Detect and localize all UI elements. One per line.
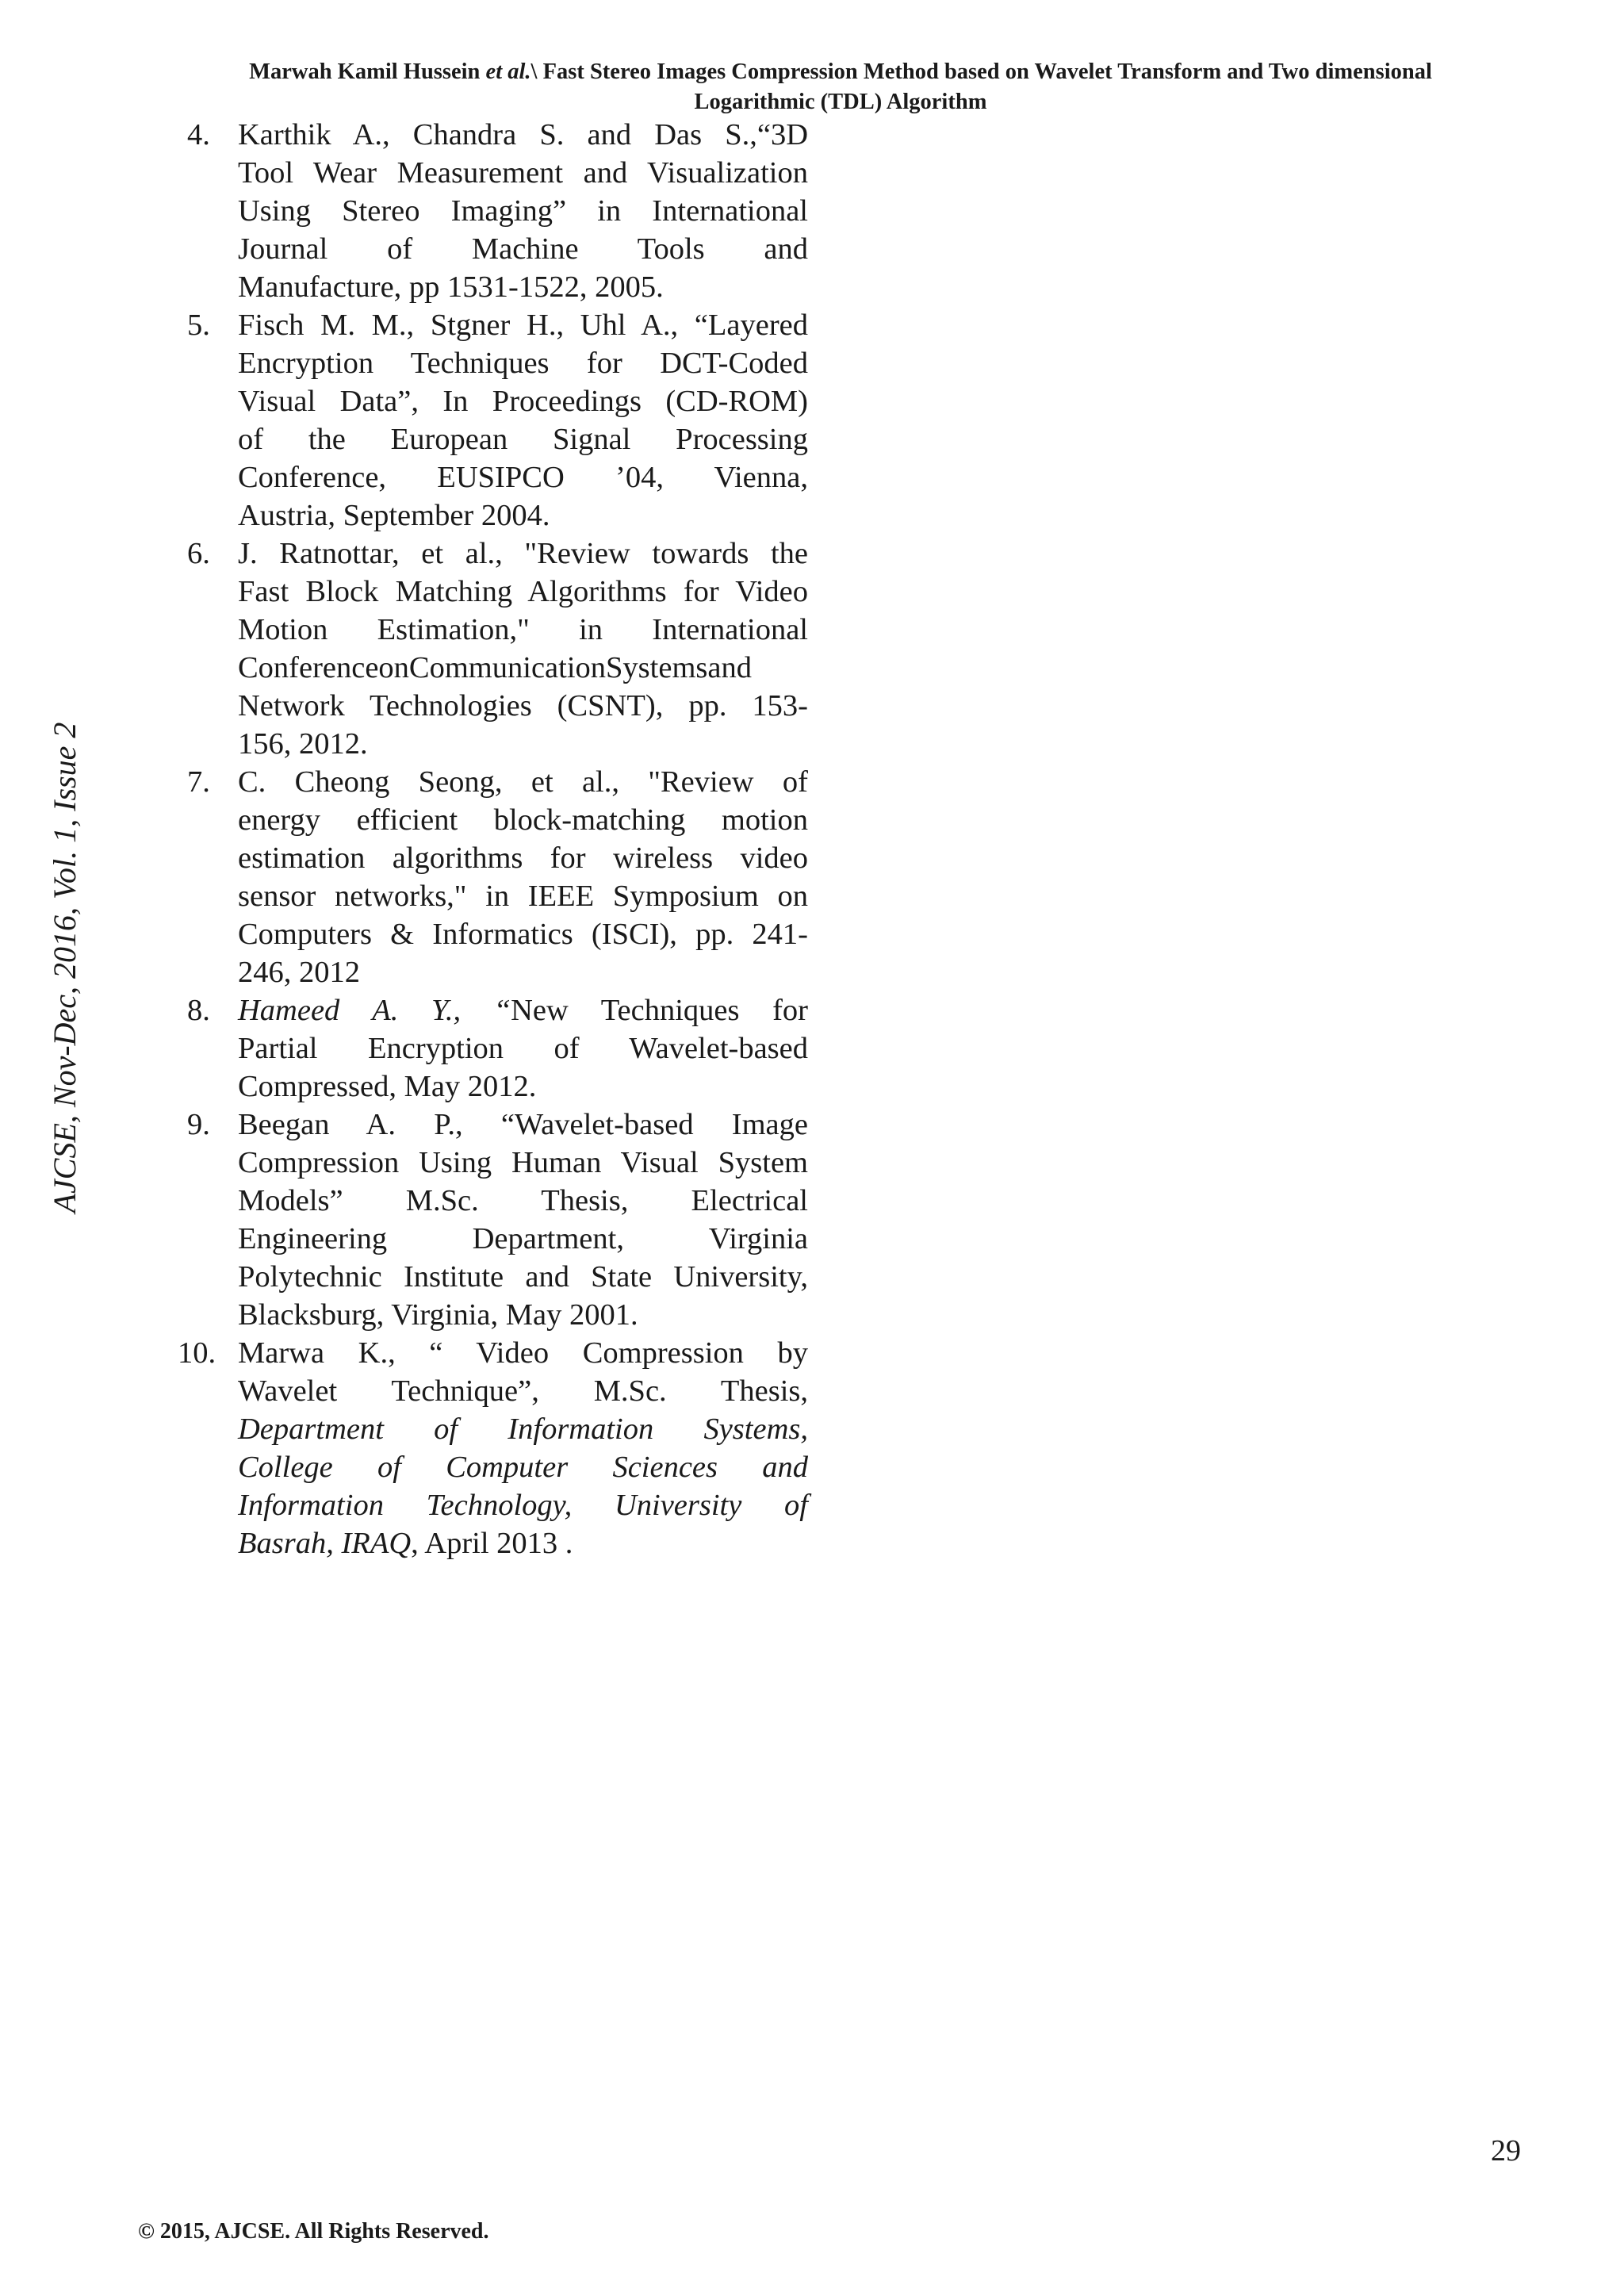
reference-line: Beegan A. P., “Wavelet-based Image bbox=[238, 1108, 808, 1141]
reference-line: Encryption Techniques for DCT-Coded bbox=[238, 347, 808, 380]
running-header bbox=[127, 57, 1554, 117]
reference-title-start: New Techniques for bbox=[511, 994, 808, 1027]
reference-date: , April 2013 . bbox=[411, 1527, 573, 1560]
reference-item-6 bbox=[178, 535, 808, 763]
reference-line: 156, 2012. bbox=[238, 727, 368, 761]
reference-number: 5. bbox=[187, 309, 210, 342]
reference-line: Journal of Machine Tools and bbox=[238, 232, 808, 266]
header-title-line-2: Logarithmic (TDL) Algorithm bbox=[694, 90, 987, 114]
reference-line: Partial Encryption of Wavelet-based bbox=[238, 1032, 808, 1065]
reference-number: 10. bbox=[178, 1336, 216, 1370]
reference-line-italic: Information Technology, University of bbox=[238, 1489, 808, 1522]
reference-place-italic: Basrah, IRAQ bbox=[238, 1527, 412, 1560]
page-number: 29 bbox=[1491, 2134, 1521, 2168]
reference-line: Manufacture, pp 1531-1522, 2005. bbox=[238, 270, 664, 304]
reference-line: Wavelet Technique”, M.Sc. Thesis, bbox=[238, 1374, 808, 1408]
reference-line: ConferenceonCommunicationSystemsand bbox=[238, 651, 752, 684]
reference-line: Karthik A., Chandra S. and Das S.,“3D bbox=[238, 118, 808, 151]
reference-text bbox=[238, 1106, 808, 1334]
reference-text bbox=[238, 763, 808, 991]
reference-line: Compression Using Human Visual System bbox=[238, 1146, 808, 1179]
reference-line: Compressed, May 2012. bbox=[238, 1070, 537, 1103]
reference-number: 6. bbox=[187, 537, 210, 570]
reference-line: Engineering Department, Virginia bbox=[238, 1222, 808, 1255]
reference-text bbox=[238, 306, 808, 535]
reference-line: 246, 2012 bbox=[238, 956, 360, 989]
reference-line: of the European Signal Processing bbox=[238, 423, 808, 456]
footer-copyright: © 2015, AJCSE. All Rights Reserved. bbox=[138, 2219, 489, 2244]
reference-line: Models” M.Sc. Thesis, Electrical bbox=[238, 1184, 808, 1217]
reference-list bbox=[178, 116, 808, 1562]
reference-line: estimation algorithms for wireless video bbox=[238, 841, 808, 875]
header-etal: et al. bbox=[485, 59, 531, 84]
reference-line bbox=[238, 1524, 808, 1562]
reference-number: 7. bbox=[187, 765, 210, 799]
reference-line: energy efficient block-matching motion bbox=[238, 803, 808, 837]
reference-author-italic: Hameed A. Y., “ bbox=[238, 994, 511, 1027]
header-title-line-1: \ Fast Stereo Images Compression Method based on Wavelet Transform and Two dimensional bbox=[530, 59, 1432, 84]
reference-line-italic: College of Computer Sciences and bbox=[238, 1451, 808, 1484]
header-author: Marwah Kamil Hussein bbox=[249, 59, 481, 84]
reference-text bbox=[238, 535, 808, 763]
reference-line bbox=[238, 991, 808, 1029]
reference-number: 4. bbox=[187, 118, 210, 151]
reference-line: Visual Data”, In Proceedings (CD-ROM) bbox=[238, 385, 808, 418]
reference-line: Blacksburg, Virginia, May 2001. bbox=[238, 1298, 638, 1332]
reference-line: Conference, EUSIPCO ’04, Vienna, bbox=[238, 461, 808, 494]
reference-line: Marwa K., “ Video Compression by bbox=[238, 1336, 808, 1370]
reference-item-10 bbox=[178, 1334, 808, 1562]
reference-line: Fast Block Matching Algorithms for Video bbox=[238, 575, 808, 608]
reference-line: Computers & Informatics (ISCI), pp. 241- bbox=[238, 918, 808, 951]
reference-line: Network Technologies (CSNT), pp. 153- bbox=[238, 689, 808, 723]
reference-item-7 bbox=[178, 763, 808, 991]
reference-item-8 bbox=[178, 991, 808, 1106]
reference-number: 9. bbox=[187, 1108, 210, 1141]
reference-line: C. Cheong Seong, et al., "Review of bbox=[238, 765, 808, 799]
reference-number: 8. bbox=[187, 994, 210, 1027]
journal-info-vertical: AJCSE, Nov-Dec, 2016, Vol. 1, Issue 2 bbox=[47, 722, 82, 1213]
reference-text bbox=[238, 1334, 808, 1562]
reference-line-italic: Department of Information Systems, bbox=[238, 1412, 808, 1446]
reference-item-4 bbox=[178, 116, 808, 306]
header-line-1 bbox=[127, 57, 1554, 87]
reference-line: Polytechnic Institute and State University, bbox=[238, 1260, 808, 1294]
reference-text bbox=[238, 116, 808, 306]
reference-line: Fisch M. M., Stgner H., Uhl A., “Layered bbox=[238, 309, 808, 342]
reference-item-5 bbox=[178, 306, 808, 535]
reference-item-9 bbox=[178, 1106, 808, 1334]
reference-line: Motion Estimation," in International bbox=[238, 613, 808, 646]
reference-line: Tool Wear Measurement and Visualization bbox=[238, 156, 808, 190]
reference-text bbox=[238, 991, 808, 1106]
reference-line: J. Ratnottar, et al., "Review towards the bbox=[238, 537, 808, 570]
reference-line: Austria, September 2004. bbox=[238, 499, 550, 532]
reference-line: sensor networks," in IEEE Symposium on bbox=[238, 880, 808, 913]
reference-line: Using Stereo Imaging” in International bbox=[238, 194, 808, 228]
